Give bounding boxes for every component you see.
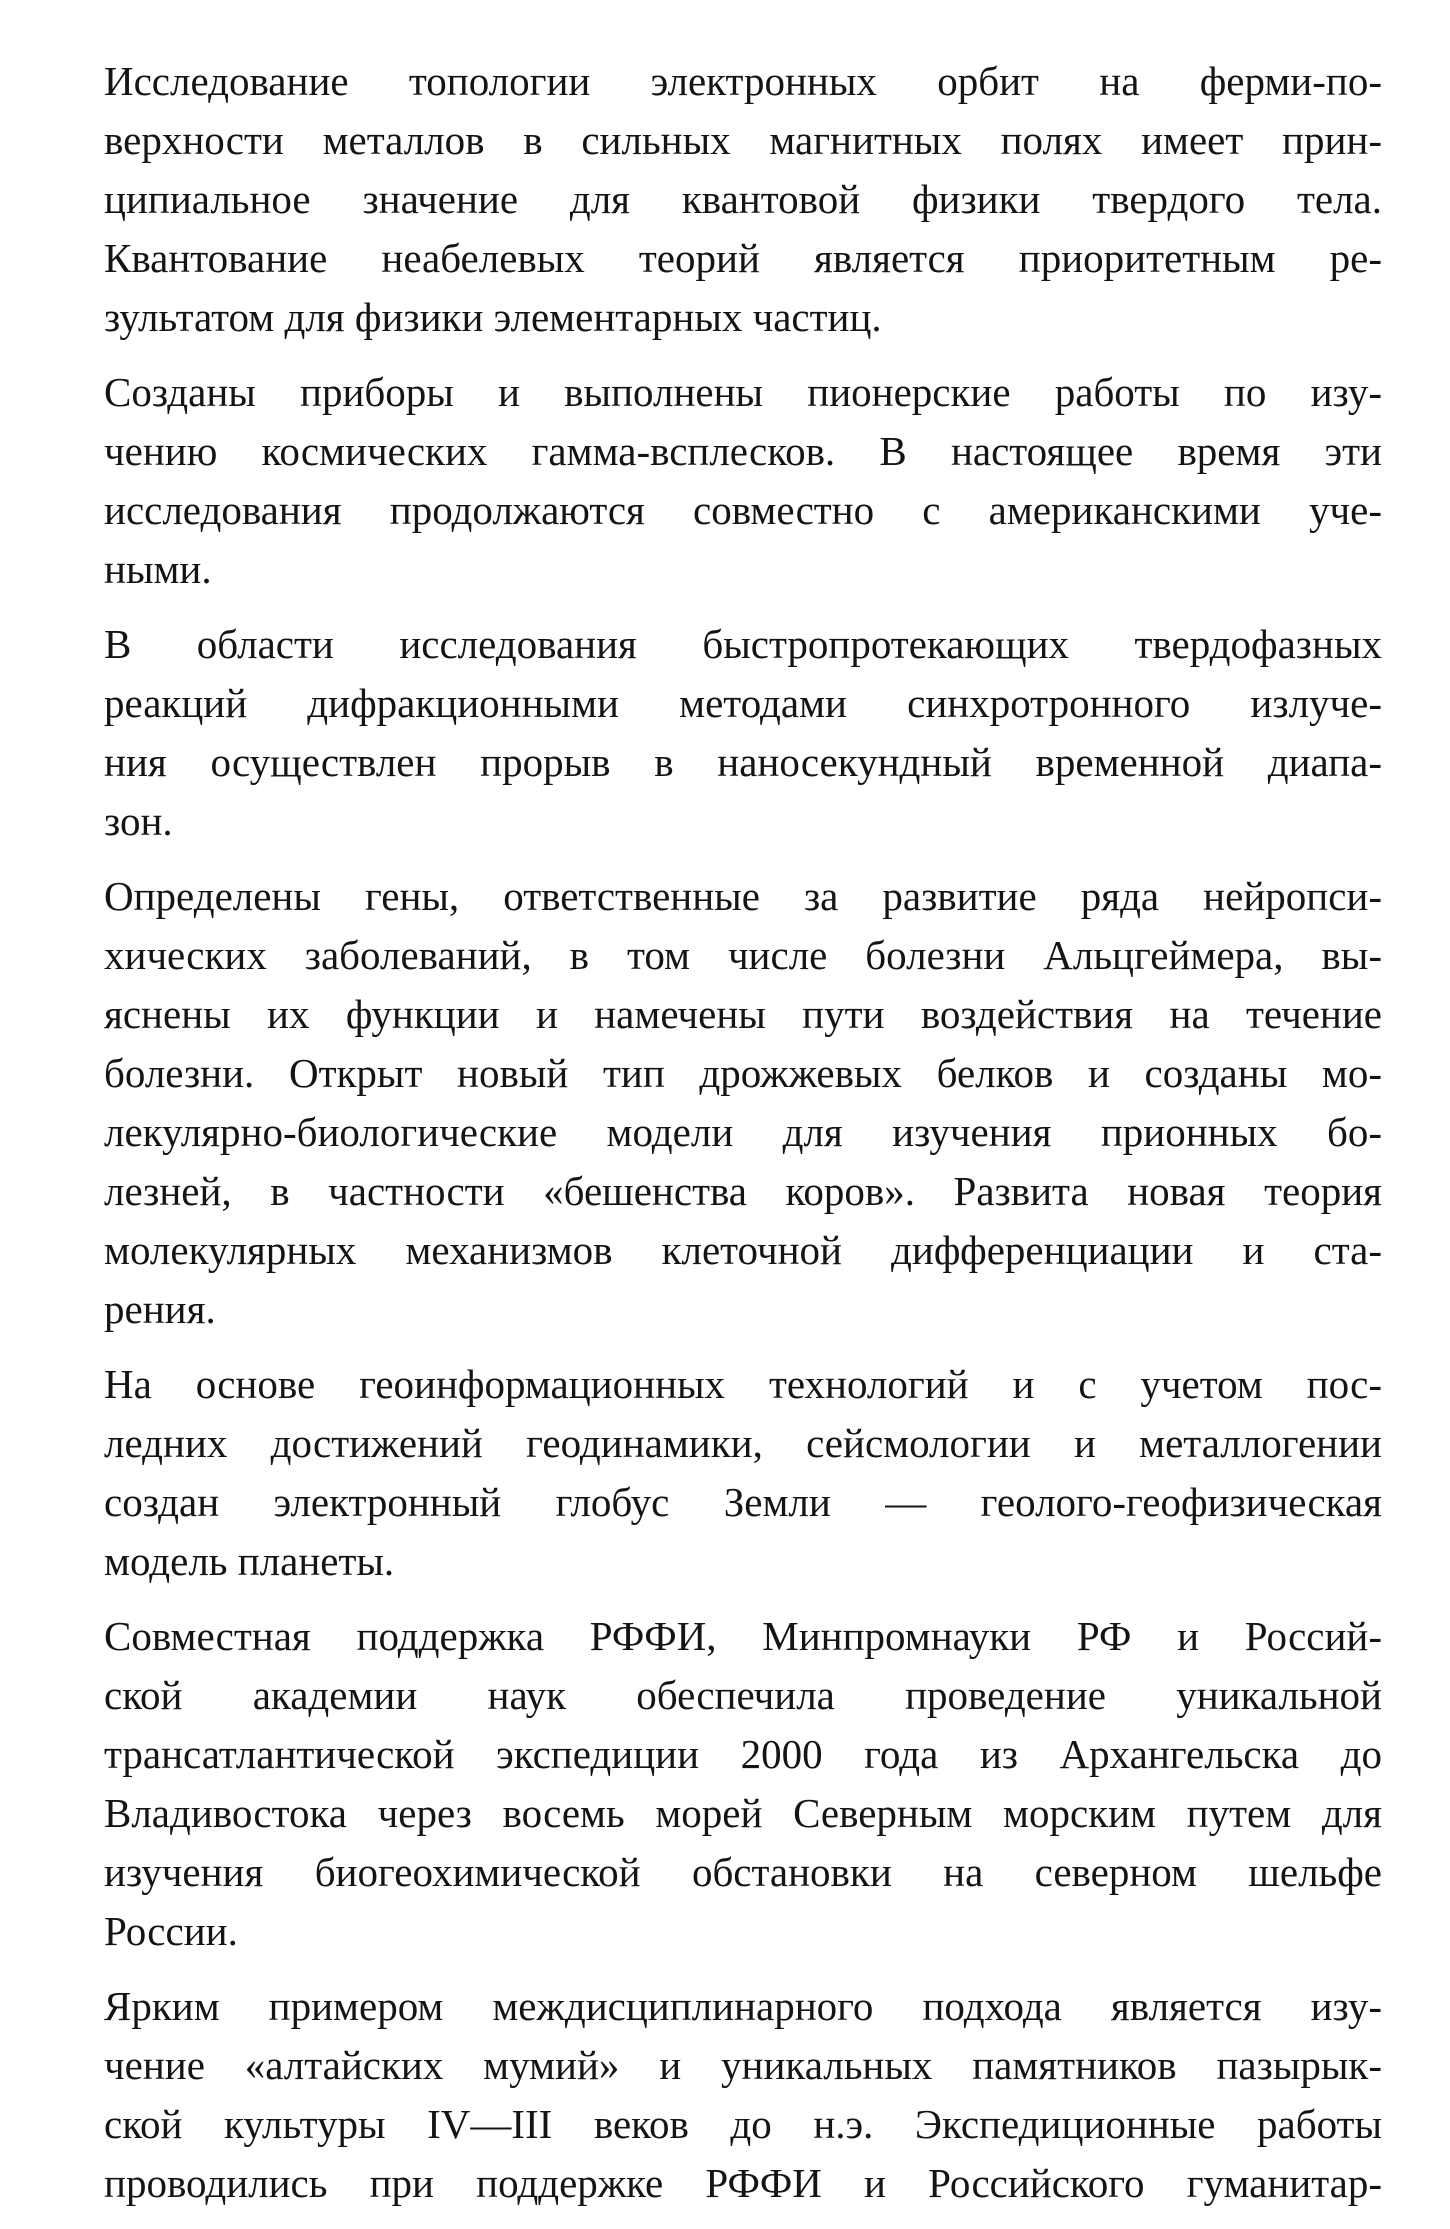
text-line: верхности металлов в сильных магнитных полях имеет прин- (104, 117, 1382, 163)
text-line: создан электронный глобус Земли — геолого-геофизическая (104, 1479, 1382, 1525)
text-line: реакций дифракционными методами синхротронного излуче- (104, 680, 1382, 726)
paragraph-genes (104, 867, 1382, 1339)
text-line: На основе геоинформационных технологий и с учетом пос- (104, 1361, 1382, 1407)
document-page (104, 52, 1382, 2229)
text-line: ния осуществлен прорыв в наносекундный временной диапа- (104, 739, 1382, 785)
text-line: рения. (104, 1286, 216, 1332)
text-line: яснены их функции и намечены пути воздействия на течение (104, 991, 1382, 1037)
paragraph-globe (104, 1355, 1382, 1591)
text-line: России. (104, 1908, 238, 1954)
text-line: Совместная поддержка РФФИ, Минпромнауки РФ и Россий- (104, 1613, 1382, 1659)
text-line: чению космических гамма-всплесков. В настоящее время эти (104, 428, 1382, 474)
text-line: Ярким примером междисциплинарного подхода является изу- (104, 1983, 1382, 2029)
text-line: Исследование топологии электронных орбит на ферми-по- (104, 58, 1382, 104)
text-line: ской академии наук обеспечила проведение уникальной (104, 1672, 1382, 1718)
text-line: модель планеты. (104, 1538, 395, 1584)
text-line: Созданы приборы и выполнены пионерские работы по изу- (104, 369, 1382, 415)
paragraph-fermi-surface (104, 52, 1382, 347)
text-line: исследования продолжаются совместно с американскими уче- (104, 487, 1382, 533)
text-line: проводились при поддержке РФФИ и Российского гуманитар- (104, 2160, 1382, 2206)
text-line: ципиальное значение для квантовой физики твердого тела. (104, 176, 1382, 222)
text-line: молекулярных механизмов клеточной дифференциации и ста- (104, 1227, 1382, 1273)
text-line: ледних достижений геодинамики, сейсмологии и металлогении (104, 1420, 1382, 1466)
text-line: болезни. Открыт новый тип дрожжевых белков и созданы мо- (104, 1050, 1382, 1096)
paragraph-synchrotron (104, 615, 1382, 851)
text-line: ными. (104, 546, 212, 592)
text-line: ской культуры IV—III веков до н.э. Экспедиционные работы (104, 2101, 1382, 2147)
text-line: В области исследования быстропротекающих твердофазных (104, 621, 1382, 667)
text-line: чение «алтайских мумий» и уникальных памятников пазырык- (104, 2042, 1382, 2088)
text-line: Владивостока через восемь морей Северным морским путем для (104, 1790, 1382, 1836)
text-line: лекулярно-биологические модели для изучения прионных бо- (104, 1109, 1382, 1155)
text-line: хических заболеваний, в том числе болезни Альцгеймера, вы- (104, 932, 1382, 978)
paragraph-gamma-bursts (104, 363, 1382, 599)
text-line: трансатлантической экспедиции 2000 года из Архангельска до (104, 1731, 1382, 1777)
text-line: зультатом для физики элементарных частиц. (104, 294, 882, 340)
paragraph-expedition (104, 1607, 1382, 1961)
text-line: изучения биогеохимической обстановки на северном шельфе (104, 1849, 1382, 1895)
text-line: Определены гены, ответственные за развитие ряда нейропси- (104, 873, 1382, 919)
text-line: зон. (104, 798, 173, 844)
paragraph-altai-mummies (104, 1977, 1382, 2213)
text-line: лезней, в частности «бешенства коров». Развита новая теория (104, 1168, 1382, 1214)
text-line: Квантование неабелевых теорий является приоритетным ре- (104, 235, 1382, 281)
